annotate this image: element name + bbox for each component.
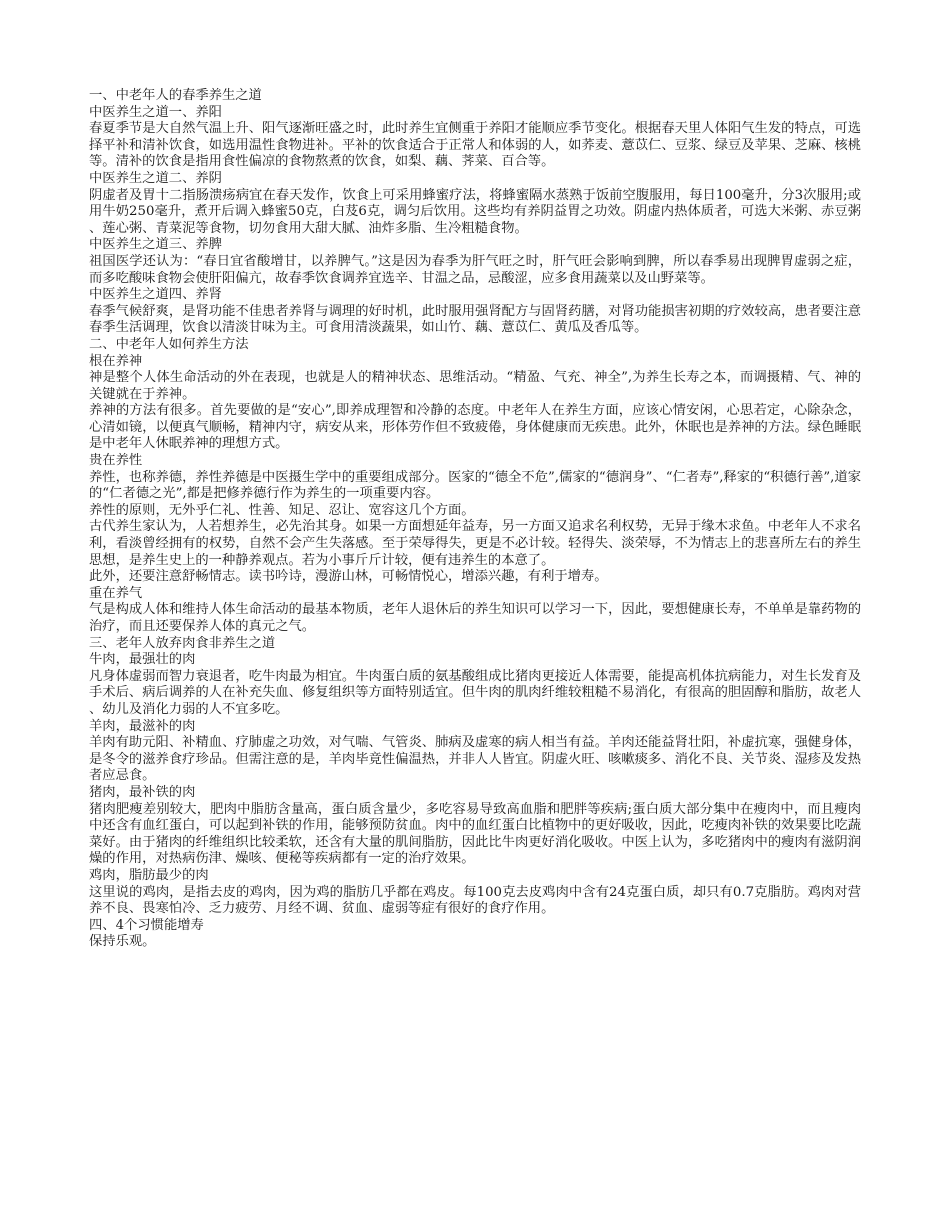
paragraph: 阴虚者及胃十二指肠溃疡病宜在春天发作，饮食上可采用蜂蜜疗法，将蜂蜜隔水蒸熟于饭前空腹服用，每日100毫升，分3次服用;或用牛奶250毫升，煮开后调入蜂蜜50克，白芨6克，调匀后饮用。这些均有养阴益胃之功效。阴虚内热体质者，可选大米粥、赤豆粥、莲心粥、青菜泥等食物，切勿食用大甜大腻、油炸多脂、生冷粗糙食物。 <box>89 187 861 236</box>
subheading-spleen: 中医养生之道三、养脾 <box>89 237 222 253</box>
paragraph: 气是构成人体和维持人体生命活动的最基本物质，老年人退休后的养生知识可以学习一下，因此，要想健康长寿，不单单是靠药物的治疗，而且还要保养人体的真元之气。 <box>89 602 861 634</box>
section-heading-1: 一、中老年人的春季养生之道 <box>89 88 262 103</box>
paragraph: 养性，也称养德，养性养德是中医摄生学中的重要组成部分。医家的“德全不危”,儒家的“德润身”、“仁者寿”,释家的“积德行善”,道家的“仁者德之光”,都是把修养德行作为养生的一项重要内容。 <box>89 469 861 502</box>
document-body <box>89 88 861 951</box>
paragraph: 神是整个人体生命活动的外在表现，也就是人的精神状态、思维活动。“精盈、气充、神全”,为养生长寿之本，而调摄精、气、神的关键就在于养神。 <box>89 370 861 402</box>
section-heading-2: 二、中老年人如何养生方法 <box>89 336 249 352</box>
subheading-spirit: 根在养神 <box>89 353 143 369</box>
paragraph: 此外，还要注意舒畅情志。读书吟诗，漫游山林，可畅情悦心，增添兴趣，有利于增寿。 <box>89 569 608 585</box>
paragraph: 猪肉肥瘦差别较大，肥肉中脂肪含量高，蛋白质含量少，多吃容易导致高血脂和肥胖等疾病;蛋白质大部分集中在瘦肉中，而且瘦肉中还含有血红蛋白，可以起到补铁的作用，能够预防贫血。肉中的血红蛋白比植物中的更好吸收，因此，吃瘦肉补铁的效果要比吃蔬菜好。由于猪肉的纤维组织比较柔软，还含有大量的肌间脂肪，因此比牛肉更好消化吸收。中医上认为，多吃猪肉中的瘦肉有滋阴润燥的作用，对热病伤津、燥咳、便秘等疾病都有一定的治疗效果。 <box>89 801 861 867</box>
section-heading-4: 四、4个习惯能增寿 <box>89 917 204 933</box>
subheading-temperament: 贵在养性 <box>89 453 143 469</box>
subheading-yang: 中医养生之道一、养阳 <box>89 104 222 120</box>
paragraph: 古代养生家认为，人若想养生，必先治其身。如果一方面想延年益寿，另一方面又追求名利权势，无异于缘木求鱼。中老年人不求名利，看淡曾经拥有的权势，自然不会产生失落感。至于荣辱得失，更是不必计较。轻得失、淡荣辱，不为情志上的悲喜所左右的养生思想，是养生史上的一种静养观点。若为小事斤斤计较，便有违养生的本意了。 <box>89 519 861 568</box>
paragraph: 凡身体虚弱而智力衰退者，吃牛肉最为相宜。牛肉蛋白质的氨基酸组成比猪肉更接近人体需要，能提高机体抗病能力，对生长发育及手术后、病后调养的人在补充失血、修复组织等方面特别适宜。但牛肉的肌肉纤维较粗糙不易消化，有很高的胆固醇和脂肪，故老人、幼儿及消化力弱的人不宜多吃。 <box>89 668 861 717</box>
subheading-beef: 牛肉，最强壮的肉 <box>89 652 196 668</box>
paragraph: 保持乐观。 <box>89 934 156 950</box>
subheading-yin: 中医养生之道二、养阴 <box>89 170 222 186</box>
paragraph: 养神的方法有很多。首先要做的是“安心”,即养成理智和冷静的态度。中老年人在养生方面，应该心情安闲，心思若定，心除杂念，心清如镜，以便真气顺畅，精神内守，病安从来，形体劳作但不致疲倦，身体健康而无疾患。此外，休眠也是养神的方法。绿色睡眠是中老年人休眠养神的理想方式。 <box>89 403 861 452</box>
paragraph: 春夏季节是大自然气温上升、阳气逐渐旺盛之时，此时养生宜侧重于养阳才能顺应季节变化。根据春天里人体阳气生发的特点，可选择平补和清补饮食，如选用温性食物进补。平补的饮食适合于正常人和体弱的人，如荞麦、薏苡仁、豆浆、绿豆及苹果、芝麻、核桃等。清补的饮食是指用食性偏凉的食物熬煮的饮食，如梨、藕、荠菜、百合等。 <box>89 121 861 170</box>
subheading-kidney: 中医养生之道四、养肾 <box>89 287 222 303</box>
subheading-mutton: 羊肉，最滋补的肉 <box>89 718 196 734</box>
paragraph: 养性的原则，无外乎仁礼、性善、知足、忍让、宽容这几个方面。 <box>89 502 475 518</box>
paragraph: 春季气候舒爽，是肾功能不佳患者养肾与调理的好时机，此时服用强肾配方与固肾药膳，对肾功能损害初期的疗效较高，患者要注意春季生活调理，饮食以清淡甘味为主。可食用清淡蔬果，如山竹、藕、薏苡仁、黄瓜及香瓜等。 <box>89 303 861 336</box>
subheading-chicken: 鸡肉，脂肪最少的肉 <box>89 867 209 883</box>
paragraph: 羊肉有助元阳、补精血、疗肺虚之功效，对气喘、气管炎、肺病及虚寒的病人相当有益。羊肉还能益肾壮阳，补虚抗寒，强健身体，是冬令的滋养食疗珍品。但需注意的是，羊肉毕竟性偏温热，并非人人皆宜。阴虚火旺、咳嗽痰多、消化不良、关节炎、湿疹及发热者应忌食。 <box>89 735 861 784</box>
paragraph: 祖国医学还认为：“春日宜省酸增甘，以养脾气。”这是因为春季为肝气旺之时，肝气旺会影响到脾，所以春季易出现脾胃虚弱之症，而多吃酸味食物会使肝阳偏亢，故春季饮食调养宜选辛、甘温之品，忌酸涩，应多食用蔬菜以及山野菜等。 <box>89 253 861 286</box>
section-heading-3: 三、老年人放弃肉食非养生之道 <box>89 635 276 651</box>
subheading-pork: 猪肉，最补铁的肉 <box>89 784 196 800</box>
paragraph: 这里说的鸡肉，是指去皮的鸡肉，因为鸡的脂肪几乎都在鸡皮。每100克去皮鸡肉中含有24克蛋白质，却只有0.7克脂肪。鸡肉对营养不良、畏寒怕冷、乏力疲劳、月经不调、贫血、虚弱等症有很好的食疗作用。 <box>89 884 861 917</box>
subheading-qi: 重在养气 <box>89 585 143 601</box>
